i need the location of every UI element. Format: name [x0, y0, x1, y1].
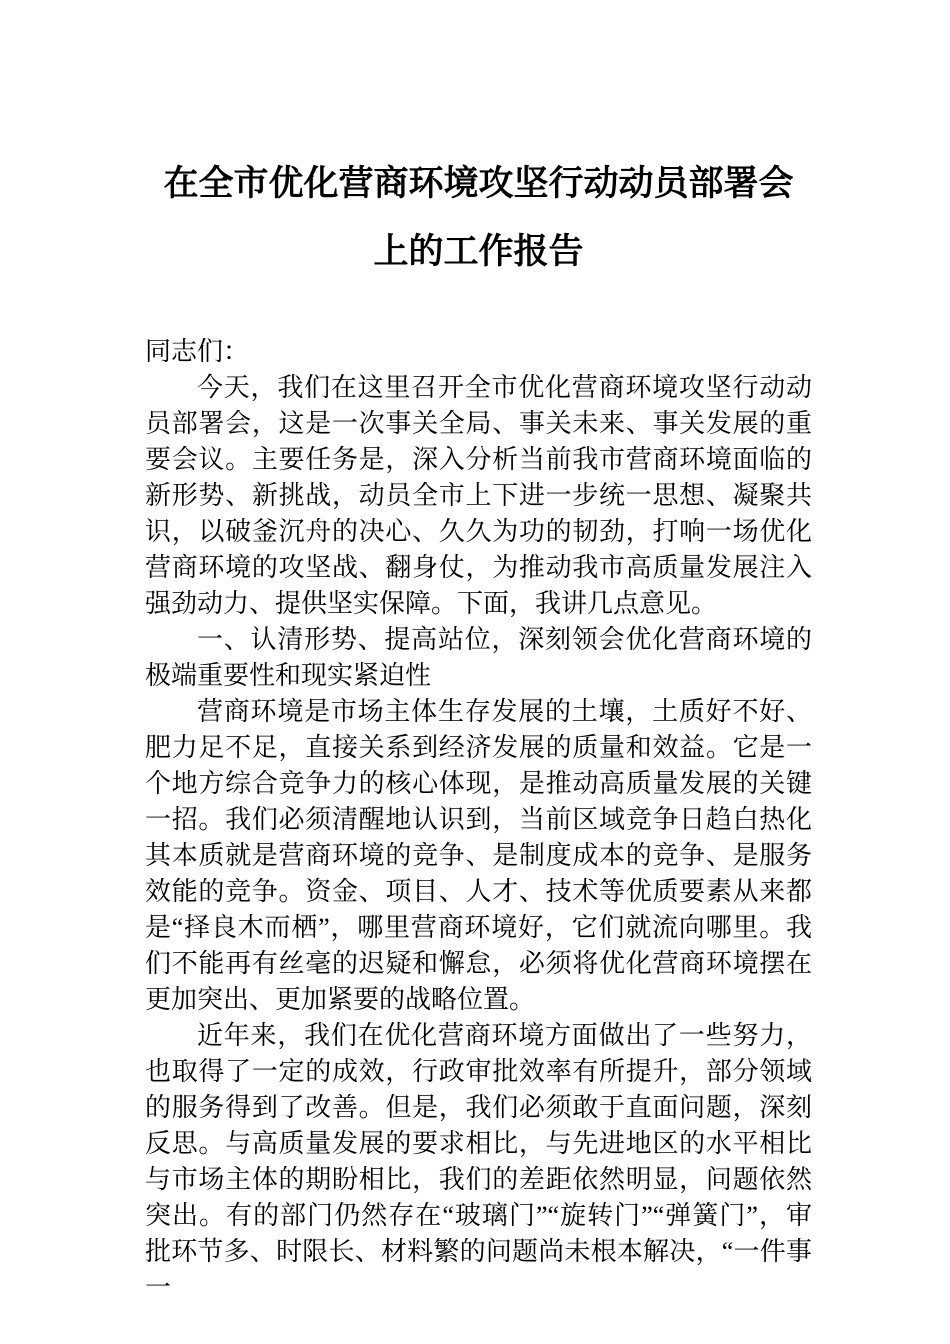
paragraph: 营商环境是市场主体生存发展的土壤，土质好不好、肥力足不足，直接关系到经济发展的质量和效益。它是一个地方综合竞争力的核心体现，是推动高质量发展的关键一招。我们必须清醒地认识到，当前区域竞争日趋白热化其本质就是营商环境的竞争、是制度成本的竞争、是服务效能的竞争。资金、项目、人才、技术等优质要素从来都是“择良木而栖”，哪里营商环境好，它们就流向哪里。我们不能再有丝毫的迟疑和懈怠，必须将优化营商环境摆在更加突出、更加紧要的战略位置。 — [145, 697, 812, 1014]
document-title — [145, 150, 812, 286]
salutation: 同志们： — [145, 337, 250, 366]
document-title-line-1: 在全市优化营商环境攻坚行动动员部署会 — [163, 164, 794, 203]
paragraph: 今天，我们在这里召开全市优化营商环境攻坚行动动员部署会，这是一次事关全局、事关未来、事关发展的重要会议。主要任务是，深入分析当前我市营商环境面临的新形势、新挑战，动员全市上下进一步统一思想、凝聚共识，以破釜沉舟的决心、久久为功的韧劲，打响一场优化营商环境的攻坚战、翻身仗，为推动我市高质量发展注入强劲动力、提供坚实保障。下面，我讲几点意见。 — [145, 373, 812, 618]
section-heading: 一、认清形势、提高站位，深刻领会优化营商环境的极端重要性和现实紧迫性 — [145, 625, 812, 690]
document-body — [145, 334, 812, 1306]
document-title-line-2: 上的工作报告 — [373, 232, 584, 271]
paragraph: 近年来，我们在优化营商环境方面做出了一些努力，也取得了一定的成效，行政审批效率有所提升，部分领域的服务得到了改善。但是，我们必须敢于直面问题，深刻反思。与高质量发展的要求相比，与先进地区的水平相比与市场主体的期盼相比，我们的差距依然明显，问题依然突出。有的部门仍然存在“玻璃门”“旋转门”“弹簧门”，审批环节多、时限长、材料繁的问题尚未根本解决，“一件事一 — [145, 1021, 812, 1302]
